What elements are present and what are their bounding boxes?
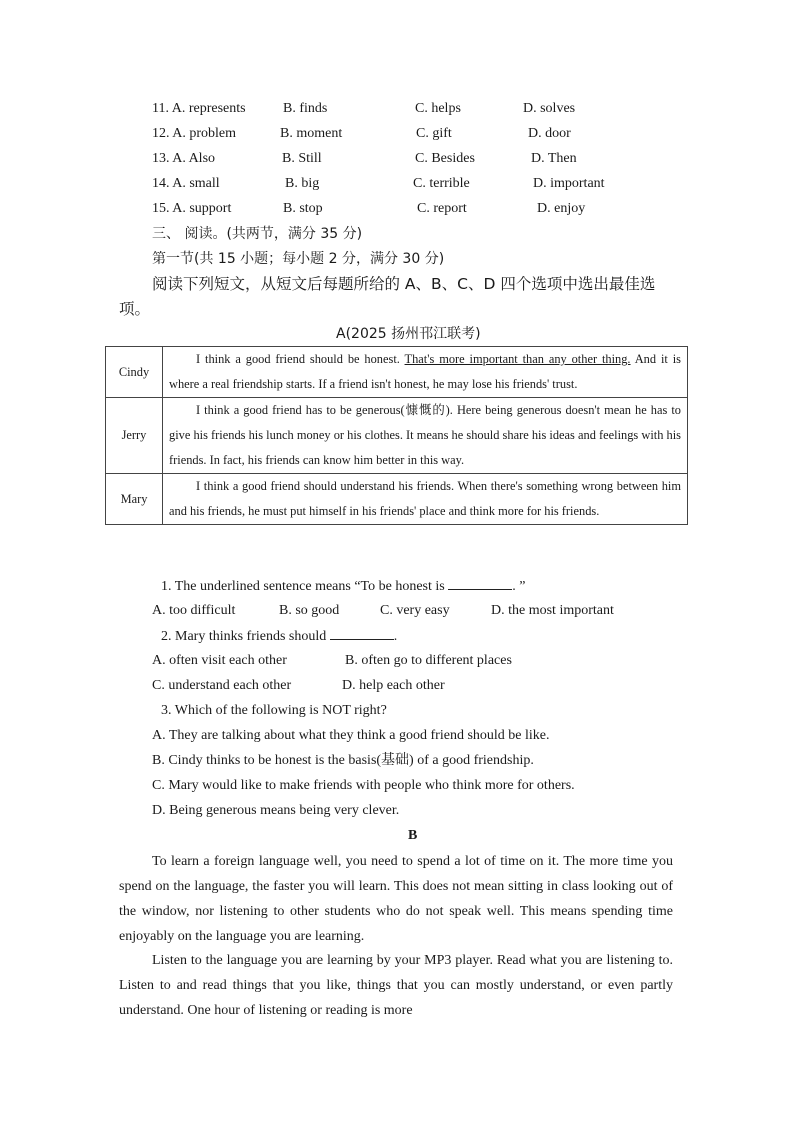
q2-option-a: A. often visit each other [152, 653, 287, 668]
opinion-text-continued: And it is where a real friendship starts. If a friend isn't honest, he may lose his friends' trust. [169, 352, 681, 391]
q3-option-c: C. Mary would like to make friends with people who think more for others. [152, 778, 575, 793]
speaker-name: Jerry [106, 398, 163, 474]
q2-option-d: D. help each other [342, 678, 445, 693]
option-c: C. helps [415, 101, 461, 116]
question-text-end: . ” [512, 579, 526, 594]
option-a: 12. A. problem [152, 126, 236, 141]
q1-option-d: D. the most important [491, 603, 614, 618]
option-d: D. enjoy [537, 201, 586, 216]
option-a: 13. A. Also [152, 151, 216, 166]
option-d: D. solves [523, 101, 576, 116]
option-b: B. finds [283, 101, 328, 116]
q1-option-b: B. so good [279, 603, 340, 618]
option-d: D. important [533, 176, 605, 191]
speaker-opinion [163, 474, 688, 525]
table-row [106, 347, 688, 398]
question-text: 1. The underlined sentence means “To be honest is [161, 579, 449, 594]
passage-b-paragraph-2 [119, 948, 673, 1023]
option-c: C. terrible [413, 176, 470, 191]
paragraph-text: Listen to the language you are learning by your MP3 player. Read what you are listening to. Listen to and read things that you like, things that you can mostly understand, or even partly understand. One hour of listening or reading is more [119, 953, 673, 1018]
passage-b-paragraph-1 [119, 849, 673, 949]
question-text-end: . [393, 629, 398, 644]
instructions-line-2: 项。 [119, 300, 151, 318]
opinion-text: I think a good friend should be honest. [196, 352, 405, 366]
option-b: B. Still [282, 151, 322, 166]
option-b: B. big [285, 176, 320, 191]
underlined-sentence: That's more important than any other thing. [404, 352, 631, 366]
part-one-title: 第一节(共 15 小题；每小题 2 分，满分 30 分) [152, 251, 445, 267]
paragraph-text: To learn a foreign language well, you need to spend a lot of time on it. The more time you spend on the language, the faster you will learn. This does not mean sitting in class looking out of the window, nor listening to other students who do not speak well. This means spending time enjoyably on the language you are learning. [119, 854, 673, 944]
option-d: D. door [528, 126, 571, 141]
q1-option-a: A. too difficult [152, 603, 236, 618]
instructions-line-1: 阅读下列短文，从短文后每题所给的 A、B、C、D 四个选项中选出最佳选 [152, 275, 656, 293]
option-a: 11. A. represents [152, 101, 246, 116]
q3-option-d: D. Being generous means being very clever. [152, 803, 400, 818]
speaker-name: Mary [106, 474, 163, 525]
table-row [106, 474, 688, 525]
opinion-text: I think a good friend has to be generous(慷慨的). Here being generous doesn't mean he has to give his friends his lunch money or his clothes. It means he should share his ideas and feelings with his friends. In fact, his friends can know him better in this way. [169, 403, 681, 467]
q3-option-b: B. Cindy thinks to be honest is the basis(基础) of a good friendship. [152, 753, 534, 768]
option-a: 15. A. support [152, 201, 232, 216]
speaker-opinion [163, 398, 688, 474]
option-c: C. gift [416, 126, 452, 141]
q1-option-c: C. very easy [380, 603, 450, 618]
passage-b-title: B [408, 828, 418, 843]
question-1-stem [161, 575, 525, 597]
q2-option-b: B. often go to different places [345, 653, 512, 668]
option-c: C. Besides [415, 151, 475, 166]
opinion-text: I think a good friend should understand his friends. When there's something wrong between him and his friends, he must put himself in his friends' place and think more for his friends. [169, 479, 681, 518]
section-three-title: 三、 阅读。(共两节，满分 35 分) [152, 226, 363, 242]
speaker-name: Cindy [106, 347, 163, 398]
option-a: 14. A. small [152, 176, 220, 191]
question-text: 2. Mary thinks friends should [161, 629, 330, 644]
passage-a-title: A(2025 扬州邗江联考) [336, 326, 481, 342]
question-3-stem: 3. Which of the following is NOT right? [161, 703, 387, 718]
answer-blank [330, 625, 394, 640]
question-2-stem [161, 625, 397, 647]
option-b: B. moment [280, 126, 343, 141]
option-d: D. Then [531, 151, 577, 166]
table-row [106, 398, 688, 474]
q2-option-c: C. understand each other [152, 678, 292, 693]
option-b: B. stop [283, 201, 323, 216]
speaker-opinion [163, 347, 688, 398]
answer-blank [448, 575, 512, 590]
option-c: C. report [417, 201, 467, 216]
opinion-table [105, 346, 688, 525]
q3-option-a: A. They are talking about what they think a good friend should be like. [152, 728, 550, 743]
